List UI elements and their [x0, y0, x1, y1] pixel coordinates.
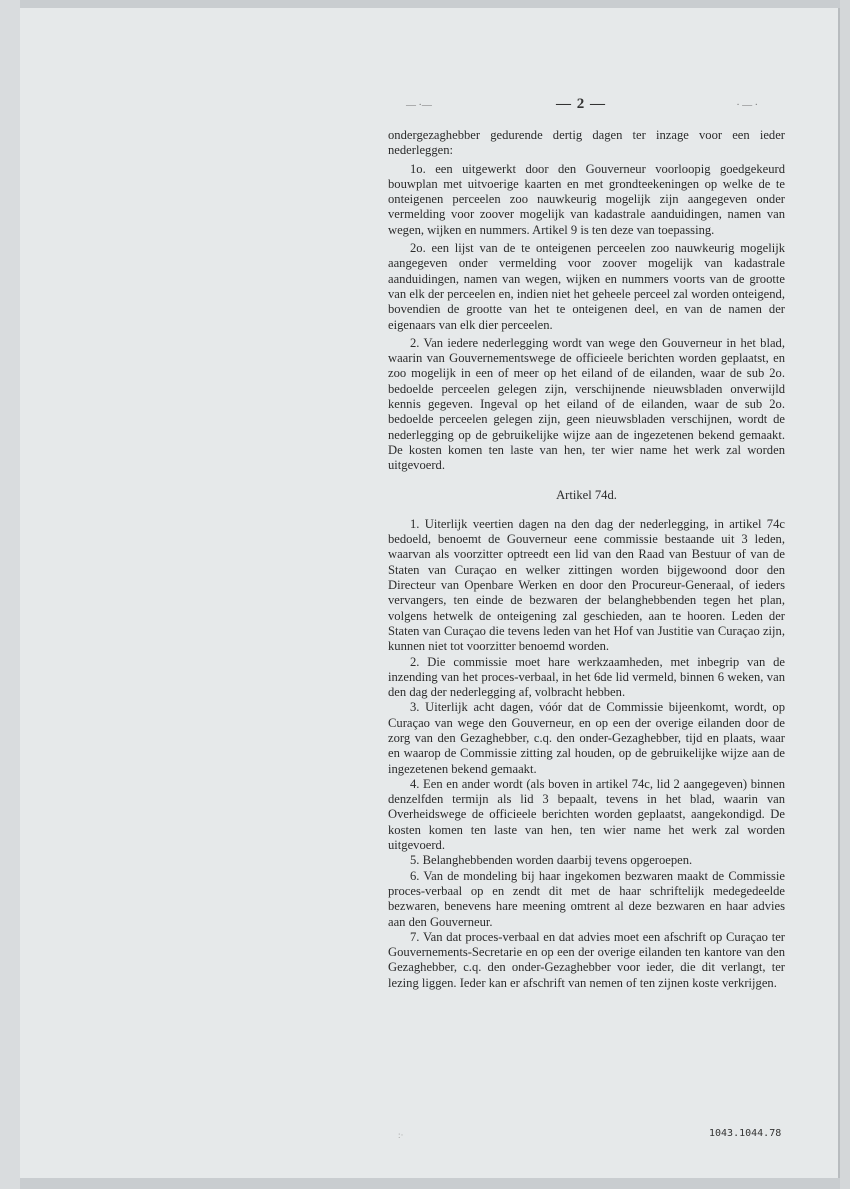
article-paragraph-4: 4. Een en ander wordt (als boven in artikel 74c, lid 2 aangegeven) binnen denzelfden termijn als lid 3 bepaalt, tevens in het blad, waarin van Overheidswege de officieele berichten worden geplaatst, aangekondigd. De kosten komen ten laste van hen, ten wier name het werk zal worden uitgevoerd.: [388, 776, 785, 853]
article-paragraph-3: 3. Uiterlijk acht dagen, vóór dat de Commissie bijeenkomt, wordt, op Curaçao van wege den Gouverneur, en op een der overige eilanden door de zorg van den Gezaghebber, c.q. den onder-Gezaghebber, tijd en plaats, waar en waarop de Commissie zitting zal houden, op de gebruikelijke wijze aan de ingezetenen bekend gemaakt.: [388, 700, 785, 776]
paragraph-1o: 1o. een uitgewerkt door den Gouverneur voorloopig goedgekeurd bouwplan met uitvoerige kaarten en met grondteekeningen op welke de te onteigenen perceelen zoo nauwkeurig mogelijk zijn aangegeven onder vermelding voor zoover mogelijk van kadastrale aanduidingen, namen van wegen, wijken en nummers. Artikel 9 is ten deze van toepassing.: [388, 161, 785, 237]
paragraph-2o: 2o. een lijst van de te onteigenen perceelen zoo nauwkeurig mogelijk aangegeven onder vermelding voor zoover mogelijk van kadastrale aanduidingen, namen van wegen, wijken en nummers voorts van de grootte van elk der perceelen en, indien niet het geheele perceel zal worden onteigend, bovendien de grootte van het te onteigenen deel, en van de namen der eigenaars van elk dier perceelen.: [388, 241, 785, 332]
scan-edge-right: [840, 0, 850, 1189]
page-number: — 2 —: [556, 96, 606, 112]
header-dash-right: · — ·: [736, 100, 758, 111]
article-paragraph-6: 6. Van de mondeling bij haar ingekomen bezwaren maakt de Commissie proces-verbaal op en zendt dit met de haar schriftelijk medegedeelde bezwaren, benevens hare meening omtrent al deze bezwaren en haar advies aan den Gouverneur.: [388, 868, 785, 929]
archive-number: 1043.1044.78: [709, 1128, 782, 1139]
scan-edge-left: [0, 0, 20, 1189]
article-paragraph-5: 5. Belanghebbenden worden daarbij tevens opgeroepen.: [410, 853, 693, 868]
article-paragraph-1: 1. Uiterlijk veertien dagen na den dag der nederlegging, in artikel 74c bedoeld, benoemt de Gouverneur eene commissie bestaande uit 3 leden, waarvan als voorzitter optreedt een lid van den Raad van Bestuur of van de Staten van Curaçao en welker zittingen worden bijgewoond door den Directeur van Openbare Werken en door den Procureur-Generaal, of ieders vervangers, ten einde de bezwaren der belanghebbenden tegen het plan, volgens hetwelk de onteigening zal geschieden, aan te hooren. Leden der Staten van Curaçao die tevens leden van het Hof van Justitie van Curaçao zijn, kunnen niet tot voorzitter benoemd worden.: [388, 516, 785, 654]
section-heading: Artikel 74d.: [556, 487, 617, 502]
paragraph-2: 2. Van iedere nederlegging wordt van wege den Gouverneur in het blad, waarin van Gouvernementswege de officieele berichten worden geplaatst, en zoo mogelijk in een of meer op het eiland of de eilanden, waar de sub 2o. bedoelde perceelen gelegen zijn, verschijnende nieuwsbladen onverwijld kennis gegeven. Ingeval op het eiland of de eilanden, waar de sub 2o. bedoelde perceelen gelegen zijn, geen nieuwsbladen verschijnen, wordt de nederlegging op de gebruikelijke wijze aan de ingezetenen bekend gemaakt. De kosten komen ten laste van hen, ter wier name het werk zal worden uitgevoerd.: [388, 335, 785, 473]
document-body: [388, 128, 785, 991]
intro-paragraph: ondergezaghebber gedurende dertig dagen ter inzage voor een ieder nederleggen:: [388, 128, 785, 158]
header-dash-left: — ·—: [406, 100, 432, 111]
faint-mark: :·: [398, 1130, 404, 1140]
article-paragraph-7: 7. Van dat proces-verbaal en dat advies moet een afschrift op Curaçao ter Gouvernements-Secretarie en op een der overige eilanden ten kantore van den Gezaghebber, c.q. den onder-Gezaghebber voor ieder, die dit verlangt, ter lezing liggen. Ieder kan er afschrift van nemen of ten zijnen koste verkrijgen.: [388, 929, 785, 990]
article-paragraph-2: 2. Die commissie moet hare werkzaamheden, met inbegrip van de inzending van het proces-verbaal, in het 6de lid vermeld, binnen 6 weken, van den dag der nederlegging af, volbracht hebben.: [388, 654, 785, 700]
page-header: [406, 96, 758, 116]
